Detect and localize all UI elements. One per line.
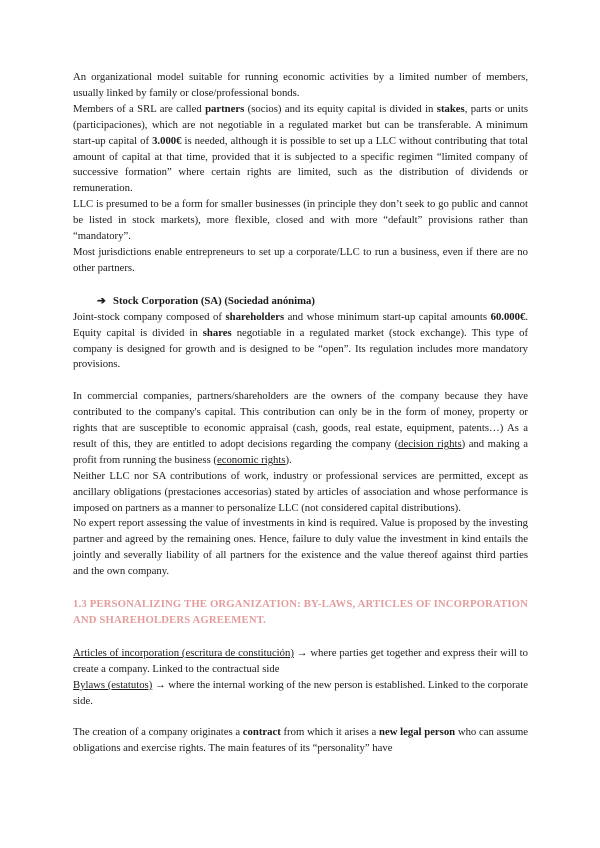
sa-heading bbox=[73, 294, 528, 310]
llc-jurisdictions-paragraph: Most jurisdictions enable entrepreneurs to set up a corporate/LLC to run a business, even if there are no other partners. bbox=[73, 245, 528, 274]
company-creation-paragraph bbox=[73, 725, 528, 757]
term-economic-rights: economic rights bbox=[216, 453, 286, 466]
text-run: negotiable in a regulated market (stock exchange). This type of company is designed for growth and is designed to be “open”. Its regulation includes more mandatory provisions. bbox=[73, 326, 528, 371]
arrow-right-icon: ➔ bbox=[97, 294, 106, 307]
text-run: is needed, although it is possible to set up a LLC without contributing that total amount of capital at that time, provided that it is subjected to a specific regimen “limited company of successive formation” where certain rights are limited, such as the distribution of dividends or remuneration. bbox=[73, 134, 528, 195]
term-shareholders: shareholders bbox=[225, 310, 285, 323]
term-partners: partners bbox=[205, 102, 245, 115]
term-shares: shares bbox=[202, 326, 232, 339]
text-run: ) and making a profit from running the business ( bbox=[73, 437, 529, 466]
term-stakes: stakes bbox=[436, 102, 465, 115]
term-contract: contract bbox=[242, 726, 281, 739]
document-body bbox=[73, 70, 528, 757]
llc-members-paragraph bbox=[73, 102, 528, 197]
commercial-companies-paragraph bbox=[73, 389, 528, 469]
text-run: (socios) and its equity capital is divided in bbox=[244, 102, 437, 115]
text-run: who can assume obligations and exercise rights. The main features of its “personality” have bbox=[73, 726, 529, 755]
text-run: The creation of a company originates a bbox=[73, 726, 243, 739]
articles-of-incorporation-paragraph bbox=[73, 646, 528, 678]
text-run: Joint-stock company composed of bbox=[73, 310, 226, 323]
section-heading-1-3: 1.3 PERSONALIZING THE ORGANIZATION: BY-LAWS, ARTICLES OF INCORPORATION AND SHAREHOLDERS AGREEMENT. bbox=[73, 598, 528, 626]
llc-intro-paragraph: An organizational model suitable for running economic activities by a limited number of members, usually linked by family or close/professional bonds. bbox=[73, 71, 528, 99]
expert-report-paragraph: No expert report assessing the value of investments in kind is required. Value is proposed by the investing partner and agreed by the remaining ones. Hence, failure to duly value the investment in kind entails the jointly and severally liability of all partners for the existence and the value thereof against third parties and the own company. bbox=[73, 517, 528, 578]
term-new-legal-person: new legal person bbox=[379, 726, 456, 739]
bylaws-paragraph bbox=[73, 678, 528, 710]
contributions-paragraph: Neither LLC nor SA contributions of work, industry or professional services are permitted, except as ancillary obligations (prestaciones accesorias) stated by articles of association and whose performance is imposed on partners as a manner to personalize LLC (not considered capital distributions). bbox=[73, 469, 528, 514]
text-run: → where parties get together and express their will to create a company. Linked to the contractual side bbox=[73, 646, 528, 675]
term-llc-capital: 3.000€ bbox=[152, 134, 182, 147]
text-run: , parts or units (participaciones), which are not negotiable in a regulated market but can be transferable. A minimum start-up capital of bbox=[73, 102, 528, 147]
text-run: and whose minimum start-up capital amounts bbox=[284, 310, 491, 323]
term-bylaws: Bylaws (estatutos) bbox=[73, 678, 153, 691]
text-run: from which it arises a bbox=[280, 726, 380, 739]
text-run: → where the internal working of the new person is established. Linked to the corporate side. bbox=[73, 678, 528, 707]
sa-heading-text: Stock Corporation (SA) (Sociedad anónima) bbox=[113, 294, 315, 307]
term-sa-capital: 60.000€ bbox=[490, 310, 526, 323]
term-articles-of-incorporation: Articles of incorporation (escritura de constitución) bbox=[73, 646, 294, 659]
term-decision-rights: decision rights bbox=[398, 437, 462, 450]
text-run: In commercial companies, partners/shareholders are the owners of the company because they have contributed to the company's capital. This contribution can only be in the form of money, property or rights that are susceptible to economic appraisal (cash, goods, real estate, equipment, patents…) As a result of this, they are entitled to adopt decisions regarding the company ( bbox=[73, 390, 528, 450]
sa-description-paragraph bbox=[73, 310, 528, 374]
text-run: . Equity capital is divided in bbox=[73, 310, 528, 339]
llc-presumption-paragraph: LLC is presumed to be a form for smaller businesses (in principle they don’t seek to go public and cannot be listed in stock markets), more flexible, closed and with more “default” provisions rather than “mandatory”. bbox=[73, 198, 528, 243]
text-run: Members of a SRL are called bbox=[73, 102, 206, 115]
text-run: ). bbox=[285, 453, 292, 466]
